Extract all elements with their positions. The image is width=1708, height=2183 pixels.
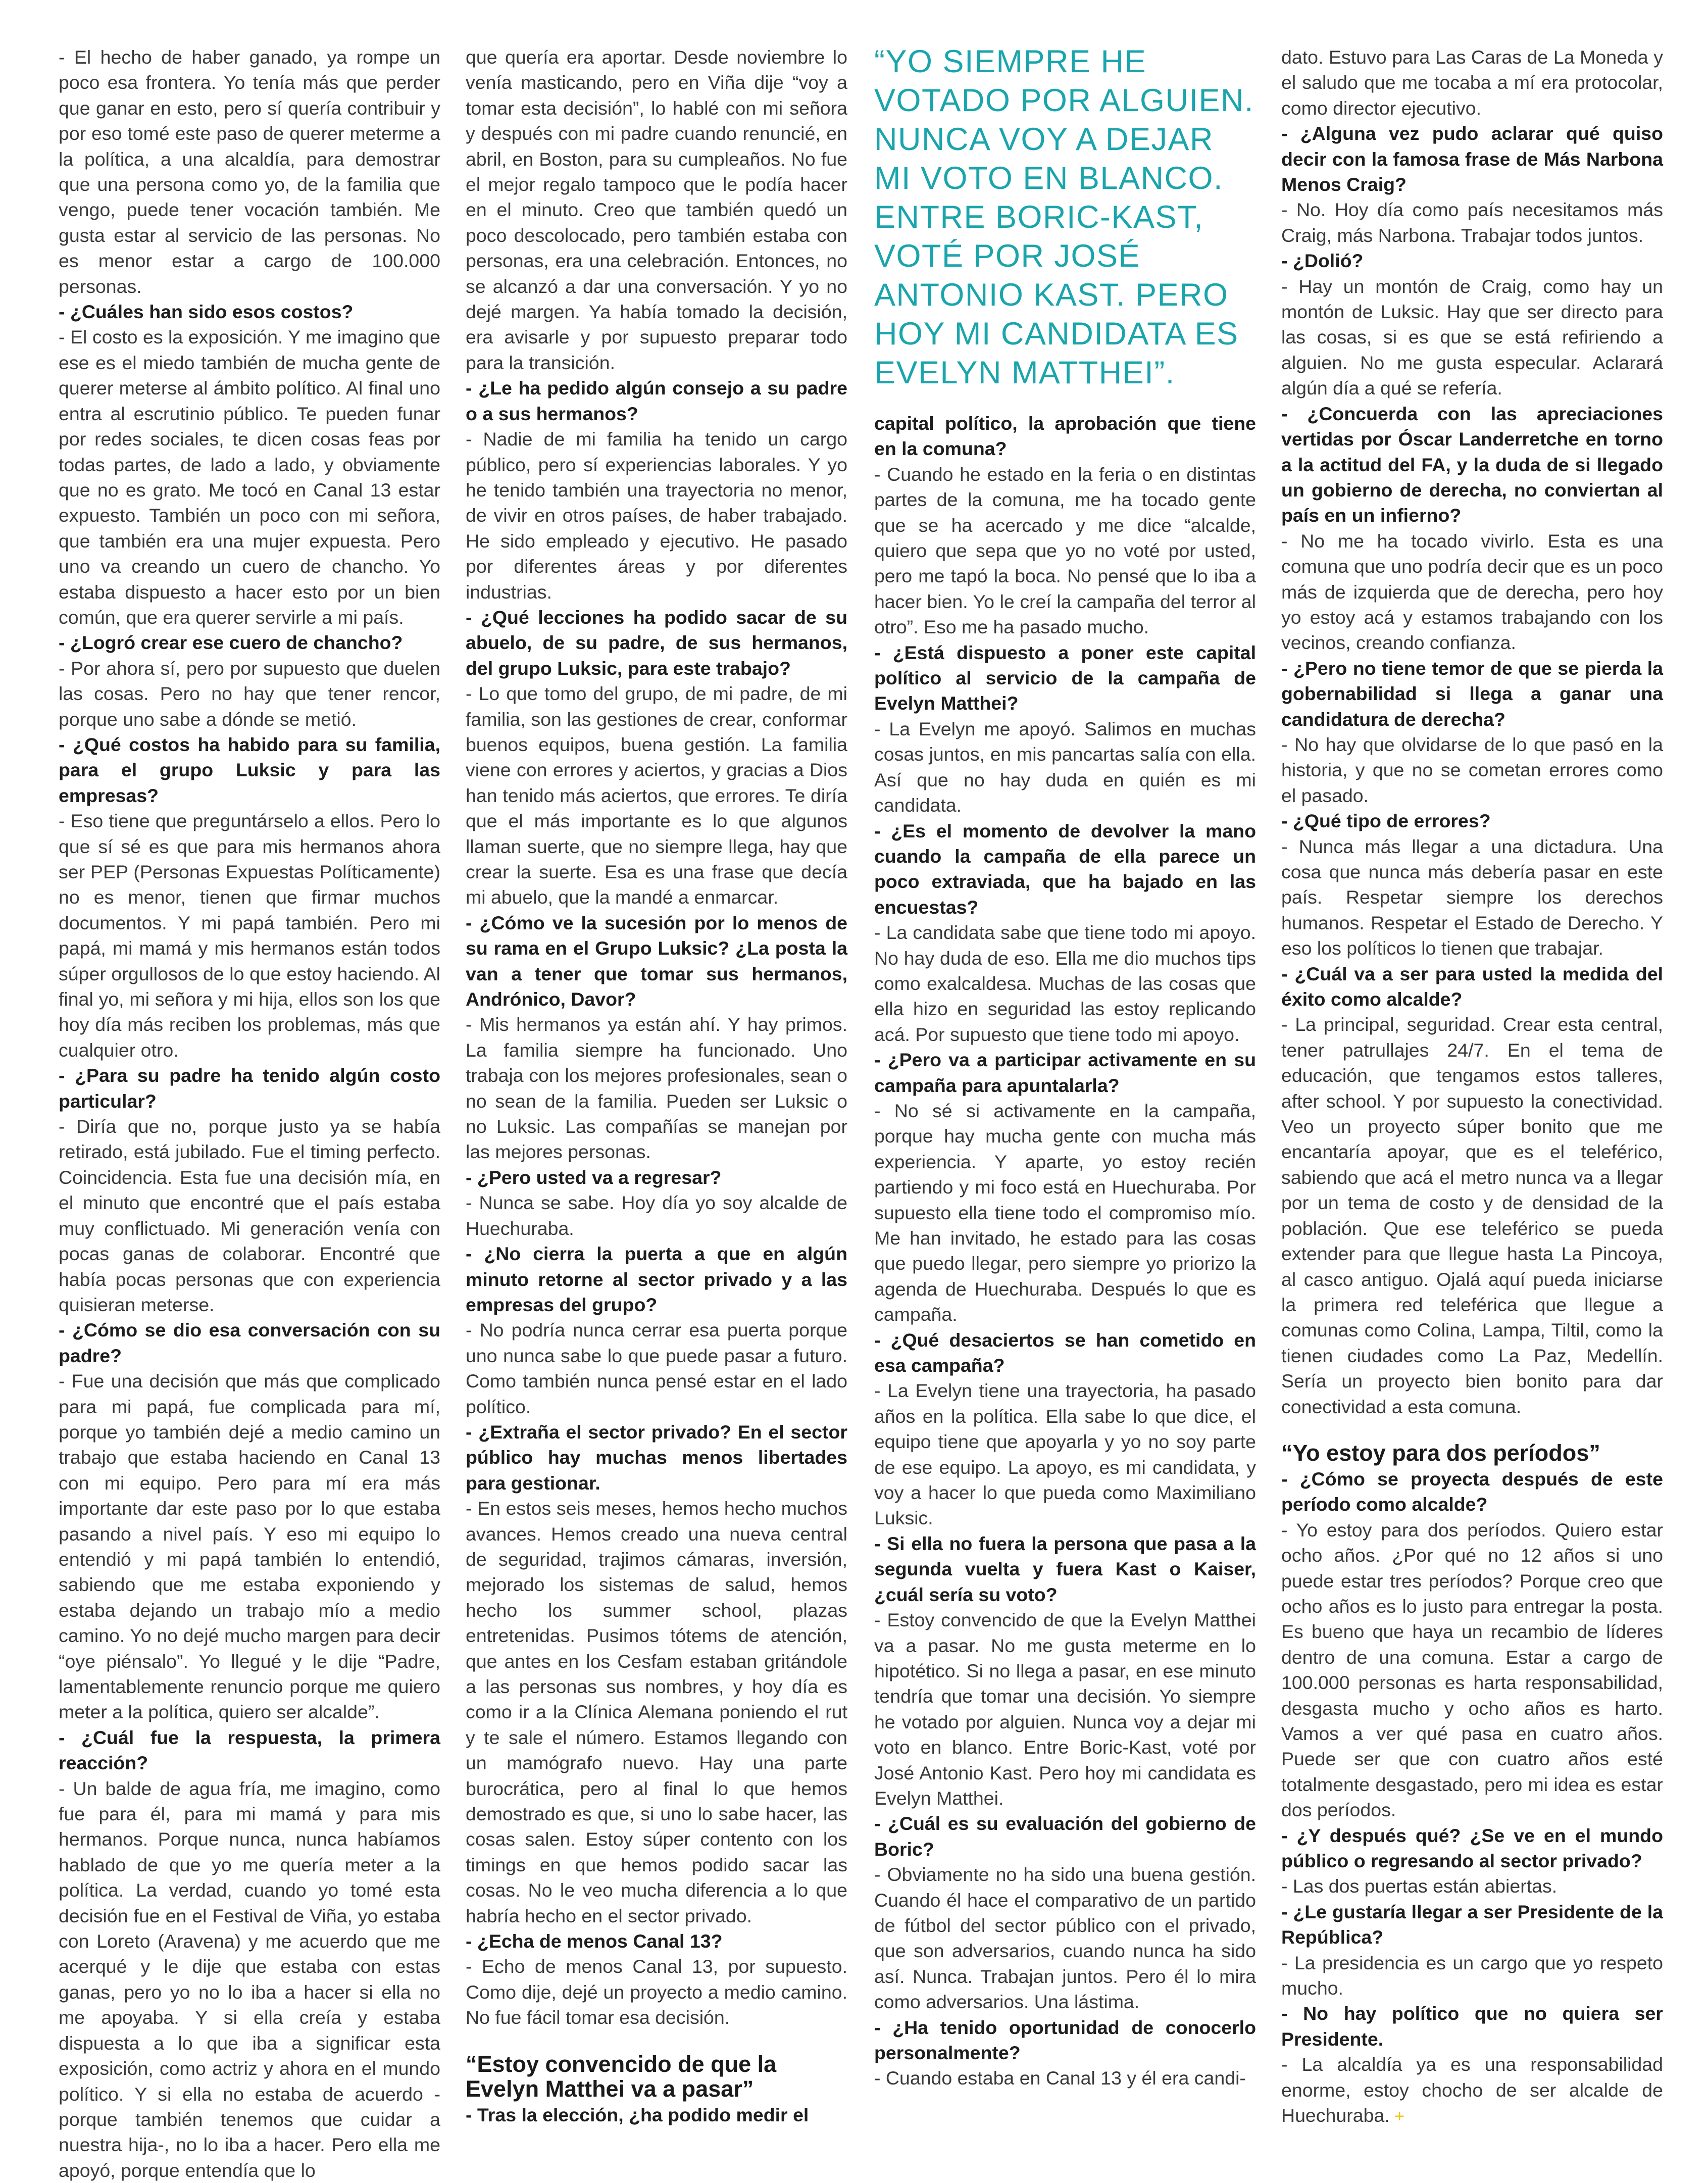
interview-answer: - Nadie de mi familia ha tenido un cargo público, pero sí experiencias laborales. Y yo he tenido también una trayectoria no menor, de vivir en otros países, de haber trabajado. He sido empleado y ejecutivo. He pasado por diferentes áreas y por diferentes industrias.: [466, 428, 847, 603]
interview-answer: - No hay que olvidarse de lo que pasó en la historia, y que no se cometan errores como el pasado.: [1281, 733, 1663, 806]
interview-answer: - Obviamente no ha sido una buena gestión. Cuando él hace el comparativo de un partido de fútbol del sector público con el privado, que son adversarios, cuando nunca ha sido así. Nunca. Trabajan juntos. Pero él lo mira como adversarios. Una lástima.: [874, 1864, 1256, 2013]
interview-answer: - Hay un montón de Craig, como hay un montón de Luksic. Hay que ser directo para las cosas, si es que se está refiriendo a alguien. No me gusta especular. Aclarará algún día a qué se refería.: [1281, 275, 1663, 399]
interview-answer: - La Evelyn me apoyó. Salimos en muchas cosas juntos, en mis pancartas salía con ella. Así que no hay duda en quién es mi candidata.: [874, 718, 1256, 816]
end-of-article-mark: +: [1389, 2107, 1405, 2126]
interview-answer: - Cuando he estado en la feria o en distintas partes de la comuna, me ha tocado gente que se ha acercado y me dice “alcalde, quiero que sepa que yo no voté por usted, pero me tapó la boca. No pensé que lo iba a hacer bien. Yo le creí la campaña del terror al otro”. Eso me ha pasado mucho.: [874, 463, 1256, 638]
interview-question: - ¿Concuerda con las apreciaciones vertidas por Óscar Landerretche en torno a la actitud del FA, y la duda de si llegado un gobierno de derecha, no conviertan al país en un infierno?: [1281, 403, 1663, 526]
interview-answer: - Un balde de agua fría, me imagino, como fue para él, para mi mamá y para mis hermanos. Porque nunca, nunca habíamos hablado de que yo me quería meter a la política. La verdad, cuando yo tomé esta decisión fue en el Festival de Viña, yo estaba con Loreto (Aravena) y me acuerdo que me acerqué y le dije que estaba con estas ganas, pero yo no lo iba a hacer si ella no me apoyaba. Y si ella creía y estaba dispuesta a lo que iba a significar esta exposición, como actriz y ahora en el mundo político. Y si ella no estaba de acuerdo -porque también tenemos que cuidar a nuestra hija-, no lo iba a hacer. Pero ella me apoyó, porque entendía que lo: [59, 1777, 440, 2181]
article-column-2: [466, 44, 847, 2125]
interview-question: - ¿Para su padre ha tenido algún costo particular?: [59, 1065, 440, 1112]
interview-answer: - No. Hoy día como país necesitamos más Craig, más Narbona. Trabajar todos juntos.: [1281, 199, 1663, 246]
interview-question: - ¿Le gustaría llegar a ser Presidente de la República?: [1281, 1901, 1663, 1948]
interview-question: - ¿Cuáles han sido esos costos?: [59, 301, 354, 323]
interview-answer: - Yo estoy para dos períodos. Quiero estar ocho años. ¿Por qué no 12 años si uno puede estar tres períodos? Porque creo que ocho años es lo justo para entregar la posta. Es bueno que haya un recambio de líderes dentro de una comuna. Estar a cargo de 100.000 personas es harta responsabilidad, desgasta mucho y ocho años es harto. Vamos a ver qué pasa en cuatro años. Puede ser que con cuatro años esté totalmente desgastado, pero mi idea es estar dos períodos.: [1281, 1519, 1663, 1821]
interview-question: - Tras la elección, ¿ha podido medir el: [466, 2104, 809, 2125]
interview-answer: - Echo de menos Canal 13, por supuesto. Como dije, dejé un proyecto a medio camino. No fue fácil tomar esa decisión.: [466, 1956, 847, 2028]
interview-answer: - Las dos puertas están abiertas.: [1281, 1875, 1558, 1897]
section-subheading: “Estoy convencido de que la Evelyn Matthei va a pasar”: [466, 2051, 777, 2102]
interview-answer: - Por ahora sí, pero por supuesto que duelen las cosas. Pero no hay que tener rencor, porque uno sabe a dónde se metió.: [59, 657, 440, 730]
interview-question: - ¿Cómo ve la sucesión por lo menos de su rama en el Grupo Luksic? ¿La posta la van a tener que tomar sus hermanos, Andrónico, Davor?: [466, 912, 847, 1010]
interview-question: - ¿Está dispuesto a poner este capital político al servicio de la campaña de Evelyn Matthei?: [874, 641, 1256, 714]
interview-question: - ¿Cuál fue la respuesta, la primera reacción?: [59, 1726, 440, 1774]
interview-answer: - El hecho de haber ganado, ya rompe un poco esa frontera. Yo tenía más que perder que ganar en esto, pero sí quería contribuir y por eso tomé este paso de querer meterme a la política, a una alcaldía, para demostrar que una persona como yo, de la familia que vengo, puede tener vocación también. Me gusta estar al servicio de las personas. No es menor estar a cargo de 100.000 personas.: [59, 46, 440, 297]
interview-answer: - Cuando estaba en Canal 13 y él era candi-: [874, 2067, 1246, 2089]
interview-answer: - No me ha tocado vivirlo. Esta es una comuna que uno podría decir que es un poco más de izquierda que de derecha, pero hoy yo estoy acá y estamos trabajando con los vecinos, creando confianza.: [1281, 530, 1663, 654]
article-column-1: [59, 44, 440, 2181]
article-column-3: [874, 411, 1256, 2089]
interview-question: - ¿Extraña el sector privado? En el sector público hay muchas menos libertades para gestionar.: [466, 1421, 847, 1494]
interview-question: - ¿Dolió?: [1281, 250, 1364, 272]
interview-answer: - La Evelyn tiene una trayectoria, ha pasado años en la política. Ella sabe lo que dice, el equipo tiene que apoyarla y yo no soy parte de ese equipo. La apoyo, es mi candidata, y voy a hacer lo que pueda como Maximiliano Luksic.: [874, 1380, 1256, 1529]
interview-question: - ¿Es el momento de devolver la mano cuando la campaña de ella parece un poco extraviada, que ha bajado en las encuestas?: [874, 820, 1256, 918]
interview-answer: - No sé si activamente en la campaña, porque hay mucha gente con mucha más experiencia. Y aparte, yo estoy recién partiendo y mi foco está en Huechuraba. Por supuesto ella tiene todo el compromiso mío. Me han invitado, he estado para las cosas que puedo llegar, pero siempre yo priorizo la agenda de Huechuraba. Después lo que es campaña.: [874, 1100, 1256, 1325]
interview-answer: - La principal, seguridad. Crear esta central, tener patrullajes 24/7. En el tema de educación, que tengamos estos talleres, after school. Y por supuesto la conectividad. Veo un proyecto súper bonito que me encantaría apoyar, que es el teleférico, sabiendo que acá el metro nunca va a llegar por un tema de costo y de densidad de la población. Que ese teleférico se pueda extender para que llegue hasta La Pincoya, al casco antiguo. Ojalá aquí pueda iniciarse la primera red teleférica que llegue a comunas como Colina, Lampa, Tiltil, como la tienen ciudades como La Paz, Medellín. Sería un proyecto bien bonito para dar conectividad a esta comuna.: [1281, 1014, 1663, 1417]
interview-answer: - Mis hermanos ya están ahí. Y hay primos. La familia siempre ha funcionado. Uno trabaja con los mejores profesionales, sean o no sean de la familia. Pueden ser Luksic o no Luksic. Las compañías se manejan por las mejores personas.: [466, 1014, 847, 1163]
interview-question: - ¿Echa de menos Canal 13?: [466, 1930, 723, 1952]
interview-answer: - Nunca se sabe. Hoy día yo soy alcalde de Huechuraba.: [466, 1192, 847, 1239]
interview-answer: que quería era aportar. Desde noviembre lo venía masticando, pero en Viña dije “voy a tomar esta decisión”, lo hablé con mi señora y después con mi padre cuando renuncié, en abril, en Boston, para su cumpleaños. No fue el mejor regalo tampoco que le podía hacer en el minuto. Creo que también quedó un poco descolocado, pero también estaba con personas, era una celebración. Entonces, no se alcanzó a dar una conversación. Y yo no dejé margen. Ya había tomado la decisión, era avisarle y por supuesto preparar todo para la transición.: [466, 46, 847, 373]
interview-answer: - Eso tiene que preguntárselo a ellos. Pero lo que sí sé es que para mis hermanos ahora ser PEP (Personas Expuestas Políticamente) no es menor, tienen que firmar muchos documentos. Y mi papá también. Pero mi papá, mi mamá y mis hermanos están todos súper orgullosos de lo que estoy haciendo. Al final yo, mi señora y mi hija, ellos son los que hoy día más reciben los problemas, más que cualquier otro.: [59, 810, 440, 1061]
interview-question: - ¿Y después qué? ¿Se ve en el mundo público o regresando al sector privado?: [1281, 1824, 1663, 1872]
interview-answer: - No podría nunca cerrar esa puerta porque uno nunca sabe lo que puede pasar a futuro. Como también nunca pensé estar en el lado político.: [466, 1319, 847, 1417]
interview-question: - ¿Cómo se dio esa conversación con su padre?: [59, 1319, 440, 1366]
interview-question: - ¿Pero va a participar activamente en su campaña para apuntalarla?: [874, 1049, 1256, 1096]
interview-answer: - En estos seis meses, hemos hecho muchos avances. Hemos creado una nueva central de seguridad, trajimos cámaras, inversión, mejorado los sistemas de salud, hemos hecho los summer school, plazas entretenidas. Pusimos tótems de atención, que antes en los Cesfam estaban gritándole a las personas sus nombres, y hoy día es como ir a la Clínica Alemana poniendo el rut y te sale el número. Estamos llegando con un mamógrafo nuevo. Hay una parte burocrática, pero al final lo que hemos demostrado es que, si uno lo sabe hacer, las cosas salen. Estoy súper contento con los timings en que hemos podido sacar las cosas. No le veo mucha diferencia a lo que habría hecho en el sector privado.: [466, 1498, 847, 1926]
interview-question: - No hay político que no quiera ser Presidente.: [1281, 2003, 1663, 2050]
interview-answer: - Lo que tomo del grupo, de mi padre, de mi familia, son las gestiones de crear, conformar buenos equipos, buena gestión. La familia viene con errores y aciertos, y gracias a Dios han tenido más aciertos, que errores. Te diría que el más importante es lo que algunos llaman suerte, que no siempre llega, hay que crear la suerte. Esa es una frase que decía mi abuelo, que la mandé a enmarcar.: [466, 683, 847, 908]
interview-answer: - La alcaldía ya es una responsabilidad enorme, estoy chocho de ser alcalde de Huechuraba. +: [1281, 2054, 1663, 2126]
interview-question: - ¿Qué lecciones ha podido sacar de su abuelo, de su padre, de sus hermanos, del grupo Luksic, para este trabajo?: [466, 606, 847, 679]
interview-question: - ¿Pero usted va a regresar?: [466, 1166, 722, 1188]
interview-question: - ¿No cierra la puerta a que en algún minuto retorne al sector privado y a las empresas del grupo?: [466, 1243, 847, 1315]
article-column-4: [1281, 44, 1663, 2126]
interview-answer: - La presidencia es un cargo que yo respeto mucho.: [1281, 1952, 1663, 1999]
section-subheading: “Yo estoy para dos períodos”: [1281, 1440, 1600, 1466]
interview-question: - ¿Cuál es su evaluación del gobierno de Boric?: [874, 1813, 1256, 1860]
pull-quote: “YO SIEMPRE HE VOTADO POR ALGUIEN. NUNCA VOY A DEJAR MI VOTO EN BLANCO. ENTRE BORIC-KAST, VOTÉ POR JOSÉ ANTONIO KAST. PERO HOY MI CANDIDATA ES EVELYN MATTHEI”.: [874, 44, 1254, 390]
interview-question: - ¿Qué costos ha habido para su familia, para el grupo Luksic y para las empresas?: [59, 733, 440, 806]
interview-answer: - Diría que no, porque justo ya se había retirado, está jubilado. Fue el timing perfecto. Coincidencia. Esta fue una decisión mía, en el minuto que encontré que el país estaba muy conflictuado. Mi generación venía con pocas ganas de colaborar. Encontré que había pocas personas que con experiencia quisieran meterse.: [59, 1116, 440, 1315]
interview-question: - ¿Qué tipo de errores?: [1281, 810, 1491, 832]
interview-question: - ¿Logró crear ese cuero de chancho?: [59, 632, 403, 654]
interview-question: - ¿Le ha pedido algún consejo a su padre o a sus hermanos?: [466, 377, 847, 424]
interview-answer: - Estoy convencido de que la Evelyn Matthei va a pasar. No me gusta meterme en lo hipotético. Si no llega a pasar, en ese minuto tendría que tomar una decisión. Yo siempre he votado por alguien. Nunca voy a dejar mi voto en blanco. Entre Boric-Kast, voté por José Antonio Kast. Pero hoy mi candidata es Evelyn Matthei.: [874, 1609, 1256, 1809]
interview-answer: - Nunca más llegar a una dictadura. Una cosa que nunca más debería pasar en este país. Respetar siempre los derechos humanos. Respetar el Estado de Derecho. Y eso los políticos lo tienen que trabajar.: [1281, 835, 1663, 959]
interview-question: - ¿Cuál va a ser para usted la medida del éxito como alcalde?: [1281, 963, 1663, 1010]
interview-answer: - El costo es la exposición. Y me imagino que ese es el miedo también de mucha gente de querer meterse al ámbito político. Al final uno entra al escrutinio público. Te pueden funar por redes sociales, te dicen cosas feas por todas partes, de lado a lado, y obviamente que no es grato. Me tocó en Canal 13 estar expuesto. También un poco con mi señora, que también era una mujer expuesta. Pero uno va creando un cuero de chancho. Yo estaba dispuesto a hacer esto por un bien común, que era querer servirle a mi país.: [59, 326, 440, 628]
interview-question: - ¿Pero no tiene temor de que se pierda la gobernabilidad si llega a ganar una candidatura de derecha?: [1281, 657, 1663, 730]
interview-answer: dato. Estuvo para Las Caras de La Moneda y el saludo que me tocaba a mí era protocolar, como director ejecutivo.: [1281, 46, 1663, 119]
interview-question: capital político, la aprobación que tiene en la comuna?: [874, 413, 1256, 460]
interview-question: - Si ella no fuera la persona que pasa a la segunda vuelta y fuera Kast o Kaiser, ¿cuál sería su voto?: [874, 1532, 1256, 1605]
interview-question: - ¿Alguna vez pudo aclarar qué quiso decir con la famosa frase de Más Narbona Menos Craig?: [1281, 123, 1663, 195]
interview-question: - ¿Cómo se proyecta después de este período como alcalde?: [1281, 1468, 1663, 1515]
interview-answer: - Fue una decisión que más que complicado para mi papá, fue complicada para mí, porque yo también dejé a medio camino un trabajo que estaba haciendo en Canal 13 con mi equipo. Pero para mí era más importante dar este paso por lo que estaba pasando a nivel país. Y eso mi equipo lo entendió y mi papá también lo entendió, sabiendo que me estaba exponiendo y estaba dejando un trabajo mío a medio camino. Yo no dejé mucho margen para decir “oye piénsalo”. Yo llegué y le dije “Padre, lamentablemente renuncio porque me quiero meter a la política, quiero ser alcalde”.: [59, 1370, 440, 1723]
interview-question: - ¿Ha tenido oportunidad de conocerlo personalmente?: [874, 2016, 1256, 2063]
interview-answer: - La candidata sabe que tiene todo mi apoyo. No hay duda de eso. Ella me dio muchos tips como exalcaldesa. Muchas de las cosas que ella hizo en seguridad las estoy replicando acá. Por supuesto que tiene todo mi apoyo.: [874, 922, 1256, 1045]
interview-question: - ¿Qué desaciertos se han cometido en esa campaña?: [874, 1329, 1256, 1376]
